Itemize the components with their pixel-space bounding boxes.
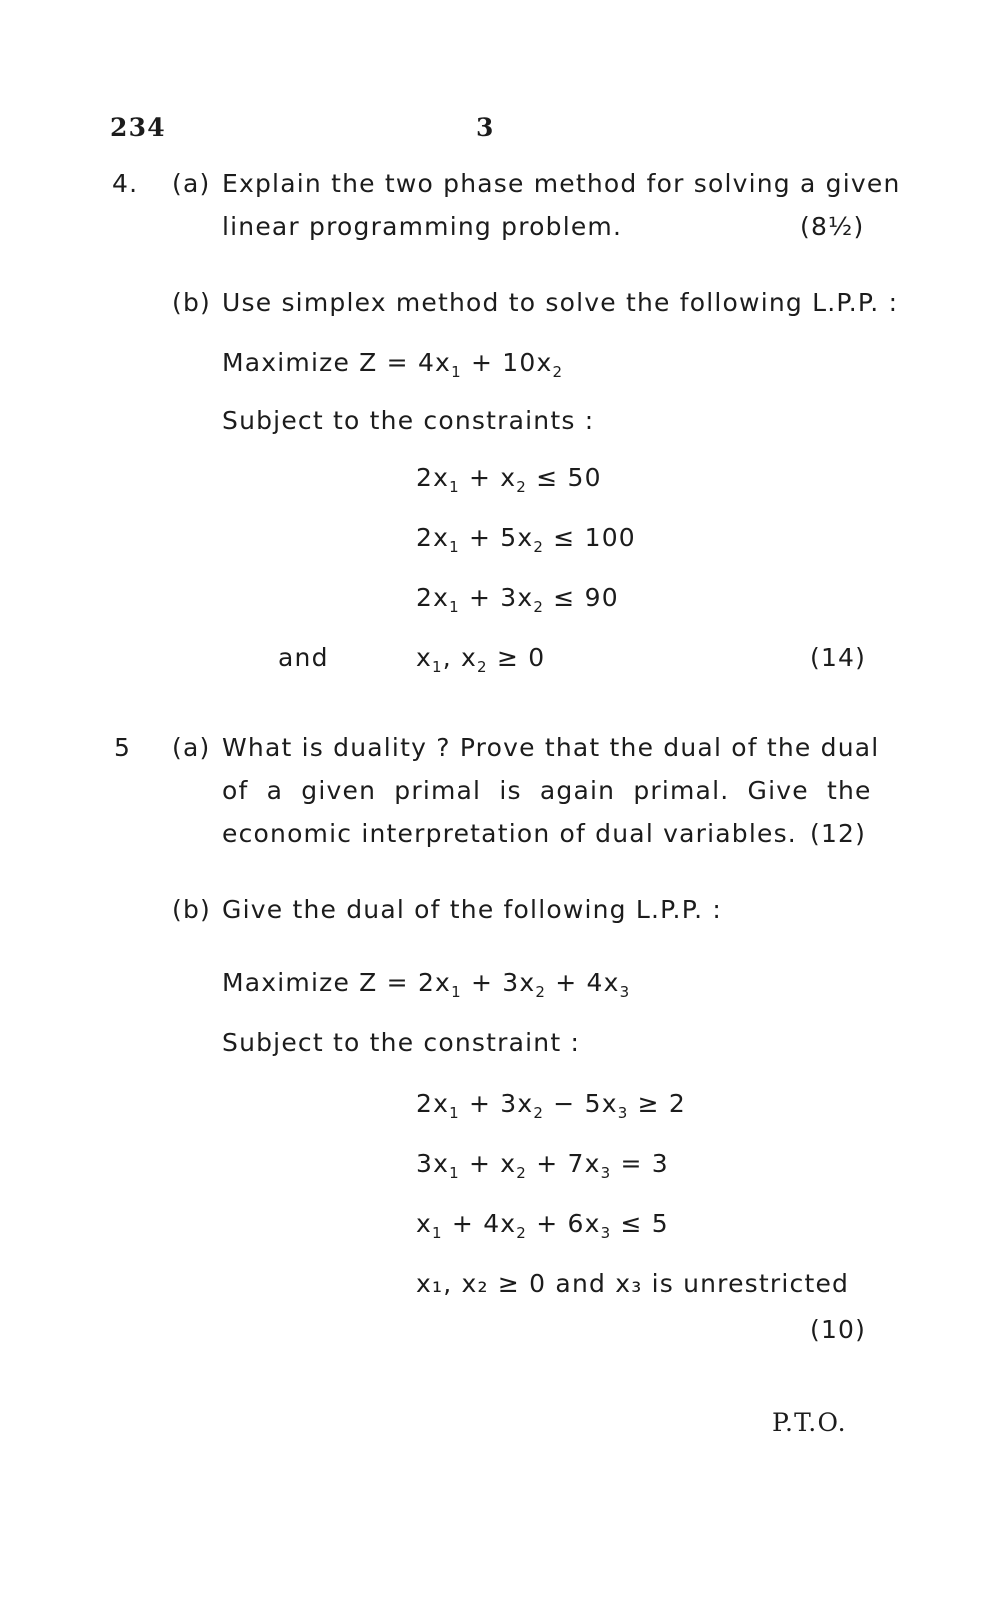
constraint-4b-1: $2x_1 + x_2 \le 50$ bbox=[416, 463, 602, 496]
question-5a-line-3: economic interpretation of dual variables. bbox=[222, 819, 797, 848]
question-5a-line-2: of a given primal is again primal. Give the bbox=[222, 776, 872, 805]
question-4a-line-2: linear programming problem. bbox=[222, 212, 623, 241]
constraint-5b-3: $x_1 + 4x_2 + 6x_3 \le 5$ bbox=[416, 1209, 669, 1242]
sign-conditions-5b: x₁, x₂ ≥ 0 and x₃ is unrestricted bbox=[416, 1269, 850, 1298]
question-5b-label: (b) bbox=[172, 895, 211, 924]
constraint-4b-2: $2x_1 + 5x_2 \le 100$ bbox=[416, 523, 636, 556]
question-4b-objective: Maximize $Z = 4x_1 + 10x_2$ bbox=[222, 348, 564, 381]
question-4a-line-1: Explain the two phase method for solving a given bbox=[222, 169, 901, 198]
question-5a-label: (a) bbox=[172, 733, 211, 762]
non-negativity-4b: $x_1$, $x_2 \ge 0$ bbox=[416, 643, 546, 676]
question-5a-line-1: What is duality ? Prove that the dual of the dual bbox=[222, 733, 880, 762]
constraint-4b-3: $2x_1 + 3x_2 \le 90$ bbox=[416, 583, 619, 616]
question-5-number: 5 bbox=[114, 733, 132, 762]
question-4b-intro: Use simplex method to solve the following L.P.P. : bbox=[222, 288, 899, 317]
question-5b-objective: Maximize $Z = 2x_1 + 3x_2 + 4x_3$ bbox=[222, 968, 631, 1001]
and-label: and bbox=[278, 643, 329, 672]
constraint-5b-1: $2x_1 + 3x_2 - 5x_3 \ge 2$ bbox=[416, 1089, 686, 1122]
question-4b-marks: (14) bbox=[810, 643, 867, 672]
question-5b-intro: Give the dual of the following L.P.P. : bbox=[222, 895, 722, 924]
question-5b-subject-to: Subject to the constraint : bbox=[222, 1028, 581, 1057]
objective-prefix: Maximize Z = bbox=[222, 968, 418, 997]
page-number: 3 bbox=[476, 113, 495, 142]
paper-code: 234 bbox=[110, 113, 166, 142]
question-4b-label: (b) bbox=[172, 288, 211, 317]
question-4a-marks: (8½) bbox=[800, 212, 865, 241]
question-4b-subject-to: Subject to the constraints : bbox=[222, 406, 595, 435]
question-4a-label: (a) bbox=[172, 169, 211, 198]
pto-label: P.T.O. bbox=[772, 1408, 847, 1437]
objective-prefix: Maximize Z = bbox=[222, 348, 418, 377]
question-5b-marks: (10) bbox=[810, 1315, 867, 1344]
question-5a-marks: (12) bbox=[810, 819, 867, 848]
question-4-number: 4. bbox=[112, 169, 139, 198]
constraint-5b-2: $3x_1 + x_2 + 7x_3 = 3$ bbox=[416, 1149, 669, 1182]
